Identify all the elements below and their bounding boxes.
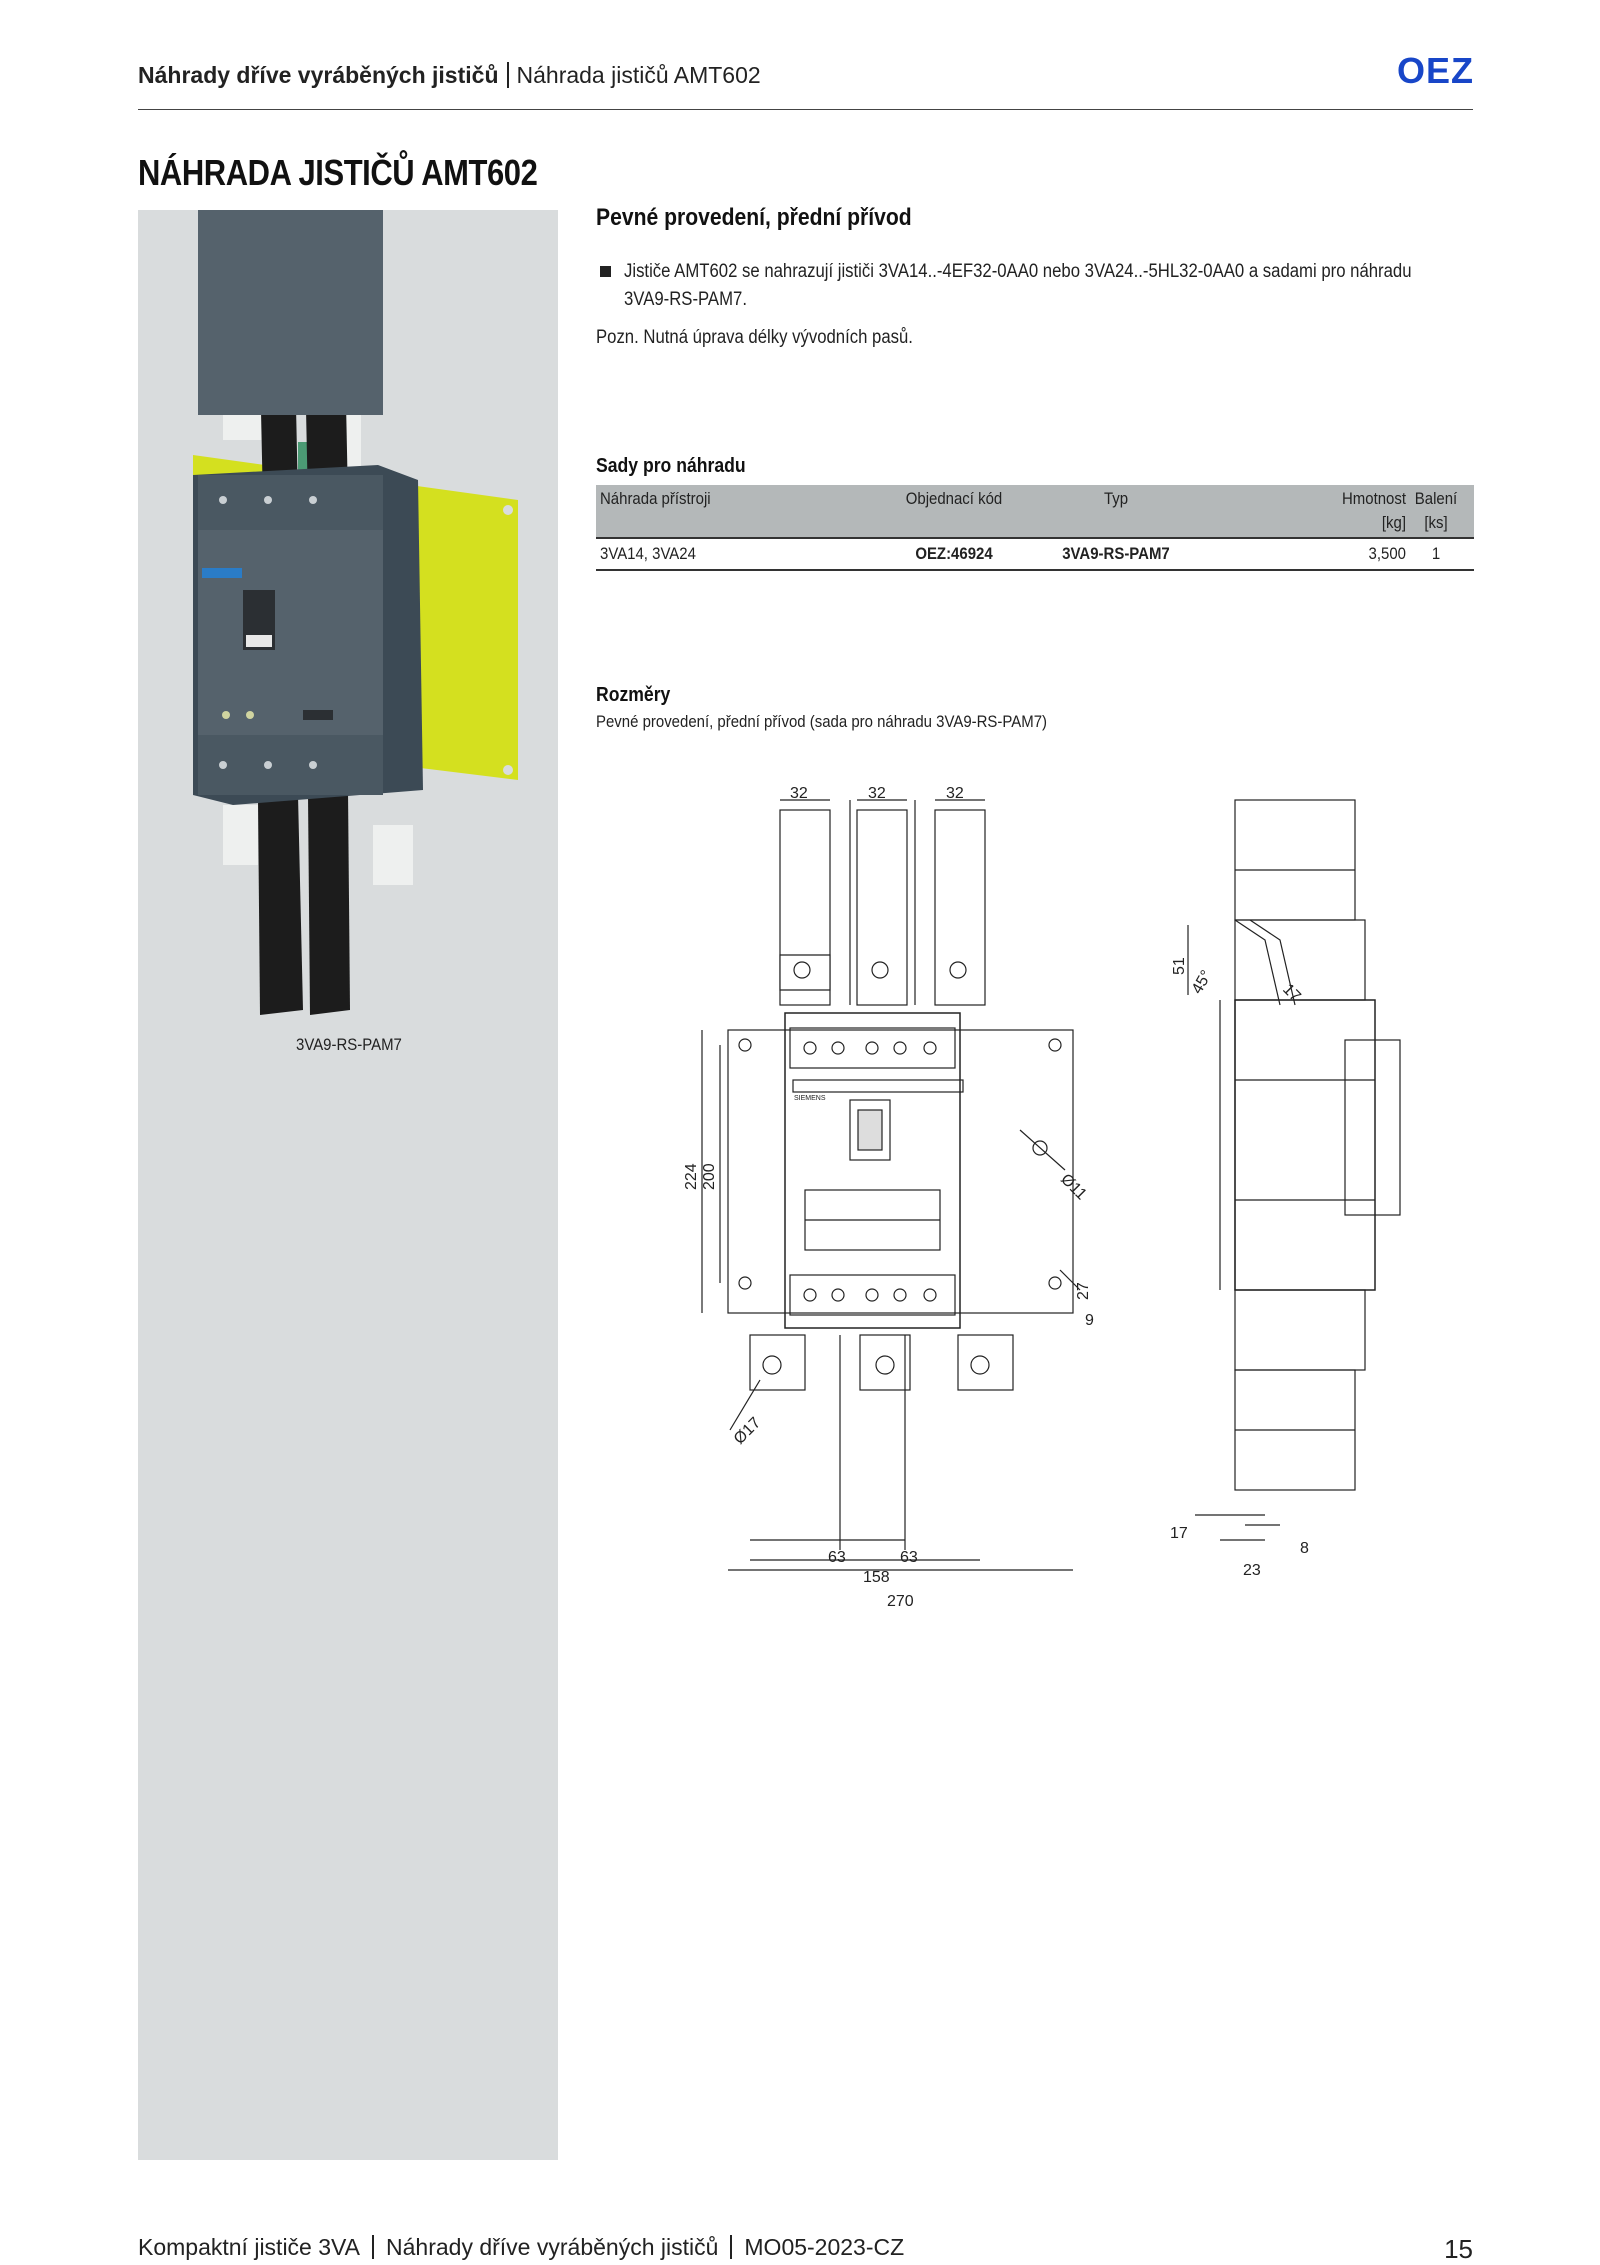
header-cell: Náhrada přístroji [600,489,711,508]
page-number: 15 [1444,2234,1473,2264]
table-header [596,485,1474,539]
oez-logo: OEZ [1396,50,1474,91]
header-breadcrumb [138,62,761,89]
dim-label: 32 [790,785,808,802]
breadcrumb-separator [507,62,509,88]
product-caption: 3VA9-RS-PAM7 [296,1035,402,1054]
header-unit: [kg] [1381,513,1406,532]
bullet-square-icon [600,266,611,277]
replacement-table [596,485,1474,571]
footer-part-3: MO05-2023-CZ [744,2234,905,2260]
dim-label: 63 [900,1549,918,1566]
dimension-labels [683,785,1309,1610]
bullet-line-1: Jističe AMT602 se nahrazují jističi 3VA14..-4EF32-0AA0 nebo 3VA24..-5HL32-0AA0 a sadami pro náhradu [624,261,1412,282]
product-image [138,210,558,1040]
dim-label: 8 [1300,1540,1309,1557]
front-view [702,800,1080,1570]
dim-label: 224 [683,1163,700,1190]
dim-label: 45° [1188,967,1216,997]
dim-label: 17 [1279,980,1304,1006]
dimensions-title: Rozměry [596,684,671,706]
page-title: NÁHRADA JISTIČŮ AMT602 [138,152,538,193]
table-cell: 3VA14, 3VA24 [600,544,696,563]
busbar-bottom-right [308,790,350,1015]
dim-label: 63 [828,1549,846,1566]
breaker-front [198,530,383,735]
dim-label: Ø17 [730,1414,765,1448]
dim-label: 51 [1171,957,1188,975]
header-cell: Typ [1103,489,1129,508]
side-view [1188,800,1400,1540]
dim-label: 32 [868,785,886,802]
table-cell: 1 [1431,544,1441,563]
header-cell: Balení [1414,489,1458,508]
dim-label: 9 [1085,1312,1094,1329]
breadcrumb-main: Náhrady dříve vyráběných jističů [138,62,499,88]
footer [138,2234,904,2261]
busbar-bottom-left [258,795,303,1015]
header-divider [138,109,1473,110]
table-title: Sady pro náhradu [596,455,746,477]
header-cell: Hmotnost [1341,489,1406,508]
bullet-line-2: 3VA9-RS-PAM7. [624,289,747,310]
table-cell: 3VA9-RS-PAM7 [1062,544,1170,563]
dim-label: 23 [1243,1562,1261,1579]
footer-part-2: Náhrady dříve vyráběných jističů [386,2234,719,2260]
note: Pozn. Nutná úprava délky vývodních pasů. [596,327,913,348]
bullet-text [624,258,1412,314]
dim-label: 17 [1170,1525,1188,1542]
dim-label: 32 [946,785,964,802]
footer-part-1: Kompaktní jističe 3VA [138,2234,361,2260]
dimensions-subtitle: Pevné provedení, přední přívod (sada pro náhradu 3VA9-RS-PAM7) [596,712,1047,731]
table-cell: OEZ:46924 [915,544,993,563]
table-row [596,539,1474,571]
drawing-brand: SIEMENS [794,1095,826,1102]
header-unit: [ks] [1424,513,1448,532]
section-heading: Pevné provedení, přední přívod [596,204,912,231]
header-cell: Objednací kód [905,489,1003,508]
table-cell: 3,500 [1368,544,1406,563]
dimension-drawing [683,780,1390,1620]
footer-separator [730,2235,732,2259]
dim-label: Ø11 [1057,1170,1090,1204]
dim-label: 27 [1075,1282,1092,1300]
dim-label: 270 [887,1593,914,1610]
siemens-label [202,568,242,578]
dim-label: 158 [863,1569,890,1586]
footer-separator [372,2235,374,2259]
breadcrumb-sub: Náhrada jističů AMT602 [516,62,761,88]
dim-label: 200 [701,1163,718,1190]
